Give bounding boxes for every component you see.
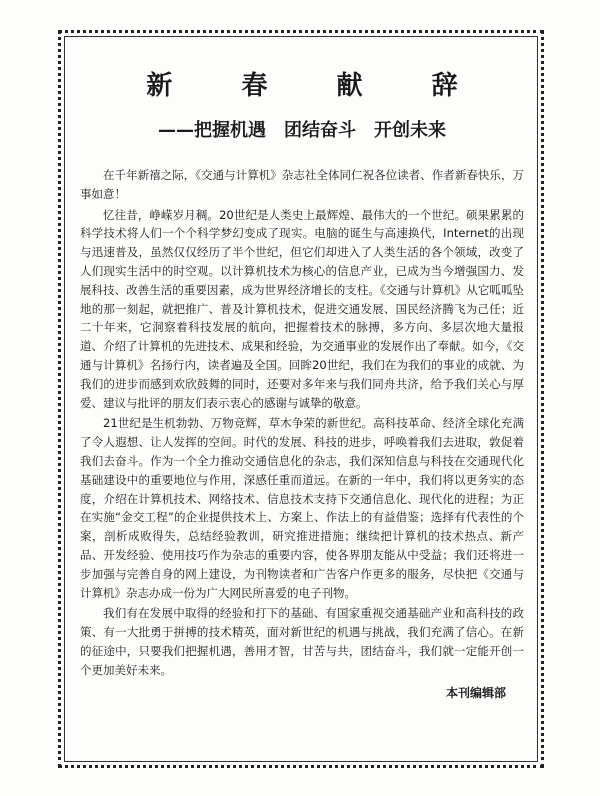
paragraph-conclusion: 我们有在发展中取得的经验和打下的基础、有国家重视交通基础产业和高科技的政策、有一大批勇于拼搏的技术精英，面对新世纪的机遇与挑战，我们充满了信心。在新的征途中，只要我们把握机遇，善用才智，甘苦与共，团结奋斗，我们就一定能开创一个更加美好未来。 xyxy=(80,606,524,677)
article-title: 新 春 献 辞 xyxy=(146,71,488,101)
paragraph-new-century: 21世纪是生机勃勃、万物竞辉，草木争荣的新世纪。高科技革命、经济全球化充满了令人遐想、让人发挥的空间。时代的发展、科技的进步，呼唤着我们去进取，敦促着我们去奋斗。作为一个全力推动交通信息化的杂志，我们深知信息与科技在交通现代化基础建设中的重要地位与作用，深感任重而道远。在新的一年中，我们将以更务实的态度，介绍在计算机技术、网络技术、信息技术支持下交通信息化、现代化的进程；为正在实施“金交工程”的企业提供技术上、方案上、作法上的有益借鉴；选择有代表性的个案，剖析成败得失，总结经验教训，研究推进措施；继续把计算机的技术热点、新产品、开发经验、使用技巧作为杂志的重要内容，使各界朋友能从中受益；我们还将进一步加强与完善自身的网上建设，为刊物读者和广告客户作更多的服务，尽快把《交通与计算机》杂志办成一份为广大网民所喜爱的电子刊物。 xyxy=(80,416,524,600)
paragraph-retrospect: 忆往昔，峥嵘岁月稠。20世纪是人类史上最辉煌、最伟大的一个世纪。硕果累累的科学技术将人们一个个科学梦幻变成了现实。电脑的诞生与高速换代，Internet的出现与迅速普及，虽然仅仅经历了半个世纪，但它们却进入了人类生活的各个领域，改变了人们现实生活中的时空观。以计算机技术为核心的信息产业，已成为当今增强国力、发展科技、改善生活的重要因素，成为世界经济增长的支柱。《交通与计算机》从它呱呱坠地的那一刻起，就把推广、普及计算机技术，促进交通发展、国民经济腾飞为己任；近二十年来，它洞察着科技发展的航向，把握着技术的脉搏，多方向、多层次地大量报道、介绍了计算机的先进技术、成果和经验，为交通事业的发展作出了奉献。如今，《交通与计算机》名扬行内，读者遍及全国。回眸20世纪，我们在为我们的事业的成就、为我们的进步而感到欢欣鼓舞的同时，还要对多年来与我们同舟共济，给予我们关心与厚爱、建议与批评的朋友们表示衷心的感谢与诚挚的敬意。 xyxy=(80,207,524,410)
article-body xyxy=(80,166,524,680)
article xyxy=(80,60,524,701)
article-subtitle: ——把握机遇 团结奋斗 开创未来 xyxy=(158,120,446,141)
signature: 本刊编辑部 xyxy=(445,685,506,700)
paragraph-greeting: 在千年新禧之际，《交通与计算机》杂志社全体同仁祝各位读者、作者新春快乐，万事如意！ xyxy=(80,168,524,201)
